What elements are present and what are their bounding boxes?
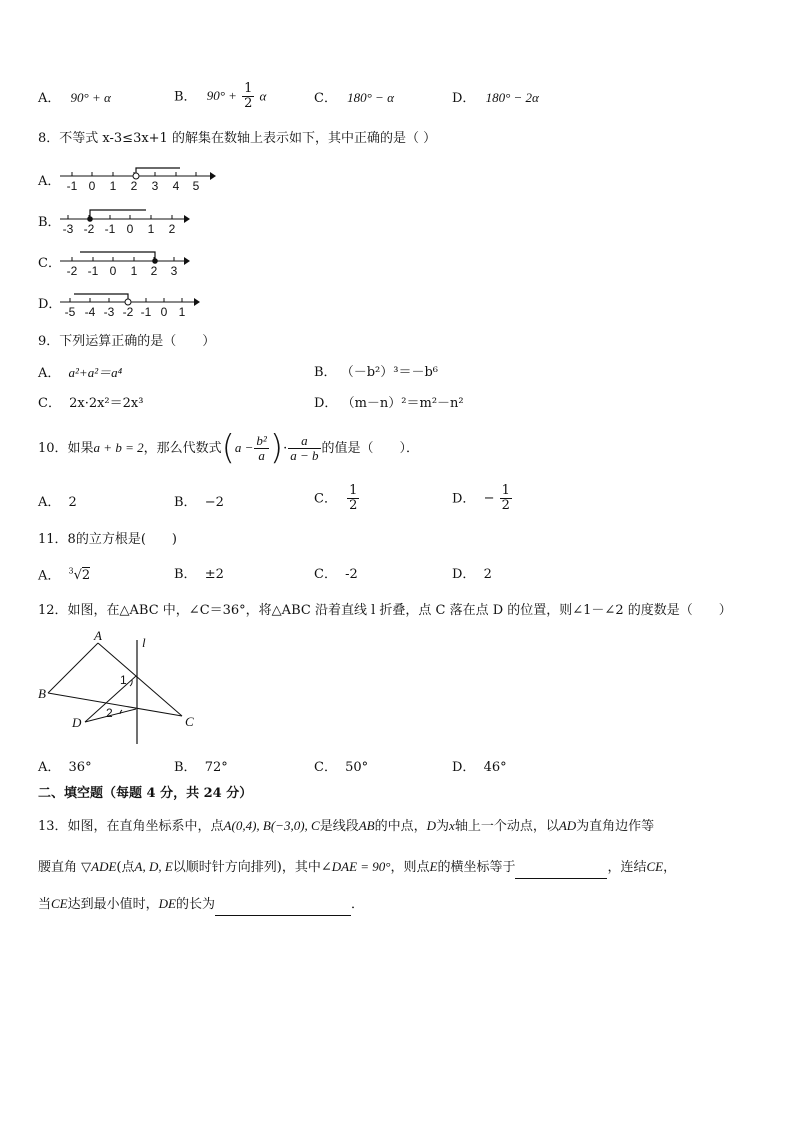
stem-text: 为 <box>436 819 450 834</box>
q11-option-d <box>452 567 492 583</box>
tick-label: -1 <box>87 264 99 278</box>
tick-label: -4 <box>84 305 96 319</box>
q13-line-2 <box>38 859 676 879</box>
angle-label-2: 2 <box>106 706 113 720</box>
option-letter: B． <box>174 567 197 582</box>
tick-label: 1 <box>147 222 155 236</box>
triangle-name: ADE <box>91 859 117 874</box>
q11-option-b <box>174 567 224 583</box>
option-letter: C． <box>314 567 337 582</box>
option-letter: D． <box>452 760 476 775</box>
fraction-denominator: 2 <box>244 96 253 112</box>
q13-line-1 <box>38 818 654 835</box>
closed-point <box>87 216 93 222</box>
tick-label: 0 <box>160 305 168 319</box>
stem-text: 是线段 <box>319 819 359 834</box>
stem-text: ． <box>351 897 365 912</box>
tick-label: 2 <box>130 179 138 193</box>
q12-option-a <box>38 760 92 776</box>
option-text: 2 <box>483 567 492 582</box>
stem-text: ，连结 <box>607 860 647 875</box>
cube-root <box>69 568 91 583</box>
expression-part: a − <box>234 439 254 455</box>
q8-option-d-letter: D． <box>38 297 62 312</box>
fraction-denominator: 2 <box>349 498 358 514</box>
option-text: ±2 <box>204 567 224 582</box>
q7-option-b <box>174 82 266 112</box>
tick-label: -2 <box>122 305 134 319</box>
stem-text: 的立方根是( ) <box>75 532 177 547</box>
tick-label: 0 <box>88 179 96 193</box>
option-text: a²+a²＝a⁴ <box>68 365 123 380</box>
root-index: 3 <box>68 567 74 576</box>
tick-label: 0 <box>109 264 117 278</box>
option-text: 180° − α <box>347 90 394 105</box>
tick-label: 1 <box>130 264 138 278</box>
stem-text: 的长为 <box>176 897 216 912</box>
option-letter: A． <box>38 366 61 381</box>
points-expression: A(0,4), B(−3,0), C <box>223 818 320 833</box>
tick-label: 1 <box>178 305 186 319</box>
left-paren: ( <box>221 428 235 468</box>
number-line-c <box>60 249 200 279</box>
stem-text: (点 <box>116 860 135 875</box>
option-text: 2x·2x²＝2x³ <box>69 396 144 411</box>
option-letter: C． <box>314 491 337 507</box>
fraction-numerator: 1 <box>349 483 358 498</box>
tick-label: -1 <box>104 222 116 236</box>
stem-text: 为直角边作等 <box>576 819 655 834</box>
segment-name: AD <box>558 818 577 833</box>
dot-operator: · <box>283 440 288 456</box>
tick-label: 3 <box>170 264 178 278</box>
tick-label: -3 <box>103 305 115 319</box>
q8-option-a-letter: A． <box>38 174 61 189</box>
tick-label: 5 <box>192 179 200 193</box>
tick-label: -1 <box>66 179 78 193</box>
option-letter: A． <box>38 91 61 106</box>
q10-option-a <box>38 495 77 511</box>
stem-text: 的横坐标等于 <box>437 860 516 875</box>
segment-name: CE <box>646 859 664 874</box>
right-paren: ) <box>269 428 284 468</box>
q12-option-d <box>452 760 507 776</box>
stem-number: 8 <box>67 532 76 547</box>
q11-stem <box>38 532 177 548</box>
fraction-denominator: a − b <box>290 447 319 463</box>
point-name: E <box>429 859 438 874</box>
fraction <box>254 434 268 464</box>
minus-sign: − <box>483 491 495 507</box>
option-letter: D． <box>314 396 338 411</box>
option-text: 72° <box>204 760 228 775</box>
label-l: l <box>142 635 146 650</box>
option-letter: B． <box>314 365 337 380</box>
stem-text: 13．如图，在直角坐标系中，点 <box>38 819 224 834</box>
q9-option-d <box>314 396 464 412</box>
option-text: （－b²）³＝－b⁶ <box>340 365 438 380</box>
option-letter: A． <box>38 760 61 775</box>
q12-option-b <box>174 760 228 776</box>
stem-text: 当 <box>38 897 52 912</box>
option-text: （m－n）²＝m²－n² <box>341 396 464 411</box>
angle-expression: ∠DAE = 90° <box>320 859 391 874</box>
stem-text: 腰直角 ▽ <box>38 860 92 875</box>
axis-name: x <box>449 818 455 833</box>
q9-option-c <box>38 396 143 412</box>
q8-option-b-letter: B． <box>38 215 61 230</box>
q11-option-c <box>314 567 358 583</box>
fraction-numerator: b² <box>256 432 267 448</box>
fraction <box>500 484 512 514</box>
segment-ab <box>48 643 98 693</box>
option-letter: C． <box>314 760 337 775</box>
option-letter: B． <box>174 760 197 775</box>
label-a: A <box>94 628 102 643</box>
option-text: α <box>259 88 267 104</box>
tick-label: 2 <box>150 264 158 278</box>
points-list: A, D, E <box>134 859 173 874</box>
number-line-b <box>60 207 200 237</box>
option-letter: C． <box>314 91 337 106</box>
stem-text: ，则点 <box>390 860 430 875</box>
fraction-numerator: a <box>301 432 308 448</box>
fraction <box>288 434 320 464</box>
q7-option-d <box>452 90 539 107</box>
option-text: 90° + <box>206 88 237 104</box>
point-name: D <box>426 818 437 833</box>
section-title: 二、填空题（每题 4 分，共 24 分） <box>38 786 253 801</box>
q12-stem: 12．如图，在△ABC 中，∠C＝36°，将△ABC 沿着直线 l 折叠，点 C 落在点 D 的位置，则∠1－∠2 的度数是（ ） <box>38 603 732 618</box>
q10-option-c <box>314 484 360 514</box>
answer-blank-1[interactable] <box>515 862 607 879</box>
q8-option-c-letter: C． <box>38 256 61 271</box>
condition: a + b = 2 <box>93 439 144 455</box>
option-text: 36° <box>68 760 92 775</box>
label-d: D <box>72 715 82 730</box>
radicand: 2 <box>81 568 91 584</box>
tick-label: -5 <box>64 305 76 319</box>
number-line-a <box>60 164 220 194</box>
segment-name: DE <box>158 896 176 911</box>
tick-label: 4 <box>172 179 180 193</box>
option-text: −2 <box>204 495 224 510</box>
option-letter: D． <box>452 91 476 106</box>
stem-text: 达到最小值时， <box>67 897 159 912</box>
stem-text: ， <box>663 860 677 875</box>
q7-option-c <box>314 90 394 107</box>
answer-blank-2[interactable] <box>215 899 351 916</box>
tick-label: 0 <box>126 222 134 236</box>
label-c: C <box>185 714 194 729</box>
fraction-numerator: 1 <box>244 81 253 96</box>
tick-label: -2 <box>66 264 78 278</box>
tick-label: 2 <box>168 222 176 236</box>
stem-text: 的值是（ ）． <box>321 440 420 456</box>
option-text: 50° <box>345 760 369 775</box>
number-line-d <box>60 290 210 320</box>
tick-label: -1 <box>140 305 152 319</box>
stem-text: 10．如果 <box>38 440 94 456</box>
stem-text: 的中点， <box>374 819 427 834</box>
option-letter: A． <box>38 495 61 510</box>
q11-option-a <box>38 567 90 584</box>
segment-bc <box>48 693 182 716</box>
angle-label-1: 1 <box>120 673 127 687</box>
q8-stem: 8．不等式 x-3≤3x+1 的解集在数轴上表示如下，其中正确的是（ ） <box>38 131 437 146</box>
q13-line-3 <box>38 896 364 916</box>
radical-sign: √ <box>73 568 82 584</box>
option-text: 2 <box>68 495 77 510</box>
segment-name: AB <box>358 818 375 833</box>
q12-option-c <box>314 760 368 776</box>
q12-triangle-figure <box>30 626 210 752</box>
label-b: B <box>38 686 46 701</box>
option-text: 90° + α <box>70 90 111 105</box>
tick-label: 3 <box>151 179 159 193</box>
tick-label: -2 <box>83 222 95 236</box>
closed-point <box>152 258 158 264</box>
tick-label: 1 <box>109 179 117 193</box>
option-letter: B． <box>174 495 197 510</box>
option-text: 180° − 2α <box>485 90 539 105</box>
q9-option-b <box>314 365 438 381</box>
question-number: 11． <box>38 532 68 547</box>
q10-option-b <box>174 495 224 511</box>
angle-arc-2 <box>120 710 122 714</box>
stem-text: ，那么代数式 <box>143 440 222 456</box>
fraction-denominator: 2 <box>501 498 510 514</box>
q10-option-d <box>452 484 513 514</box>
stem-text: 以顺时针方向排列)，其中 <box>172 860 321 875</box>
q9-option-a <box>38 365 122 382</box>
option-text: 46° <box>483 760 507 775</box>
option-letter: C． <box>38 396 61 411</box>
q10-stem <box>38 428 419 469</box>
q9-stem: 9．下列运算正确的是（ ） <box>38 334 216 349</box>
stem-text: 轴上一个动点，以 <box>454 819 559 834</box>
fraction-numerator: 1 <box>501 483 510 498</box>
fraction <box>347 484 359 514</box>
fraction-denominator: a <box>254 448 268 463</box>
segment-name: CE <box>51 896 68 911</box>
option-letter: D． <box>452 491 476 507</box>
tick-label: -3 <box>62 222 74 236</box>
option-text: -2 <box>345 567 358 582</box>
option-letter: D． <box>452 567 476 582</box>
option-letter: A． <box>38 568 61 584</box>
fraction <box>242 82 254 112</box>
q7-option-a <box>38 90 111 107</box>
option-letter: B． <box>174 89 197 105</box>
